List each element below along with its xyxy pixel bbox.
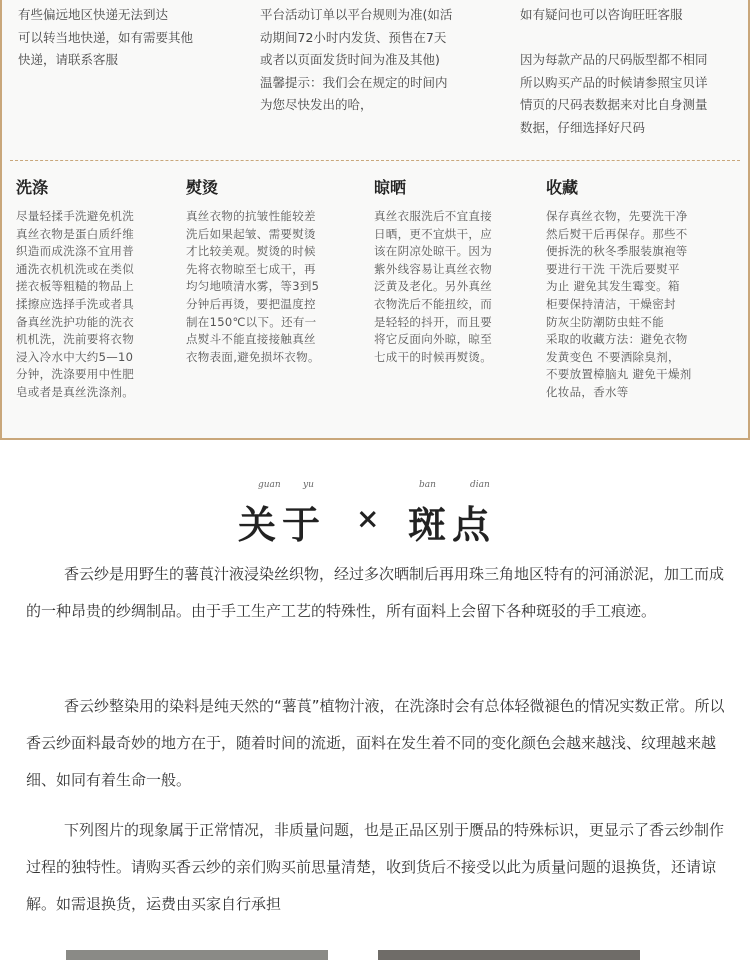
heading-spots: 斑点 (408, 502, 497, 547)
care-ironing-text: 真丝衣物的抗皱性能较差 洗后如果起皱、需要熨烫 才比较美观。熨烫的时候 先将衣物晾至七成干，再 均匀地喷清水雾，等3到5 分钟后再烫，要把温度控 制在150℃以下。还有一 点熨斗不能直接接触真丝 衣物表面,避免损坏衣物。 (186, 209, 320, 364)
care-drying (374, 176, 522, 366)
care-drying-text: 真丝衣服洗后不宜直接 日晒，更不宜烘干，应 该在阴凉处晾干。因为 紫外线容易让真丝衣物 泛黄及老化。另外真丝 衣物洗后不能扭绞，而 是轻轻的抖开，而且要 将它反面向外晾，晾至 七成干的时候再熨烫。 (374, 209, 492, 364)
pinyin-guan: guan (258, 480, 281, 490)
care-washing (16, 176, 164, 402)
shipping-note-size: 如有疑问也可以咨询旺旺客服 因为每款产品的尺码版型都不相同 所以购买产品的时候请参照宝贝详 情页的尺码表数据来对比自身测量 数据，仔细选择好尺码 (520, 7, 708, 135)
info-panel (0, 0, 750, 440)
dashed-divider (10, 160, 740, 161)
care-washing-title: 洗涤 (16, 178, 49, 197)
shipping-note-activity: 平台活动订单以平台规则为准(如活 动期间72小时内发货、预售在7天 或者以页面发货时间为准及其他) 温馨提示：我们会在规定的时间内 为您尽快发出的哈， (260, 7, 453, 112)
fabric-photo-right (378, 950, 640, 960)
care-storage-title: 收藏 (546, 178, 579, 197)
shipping-note-remote: 有些偏远地区快递无法到达 可以转当地快递，如有需要其他 快递，请联系客服 (18, 7, 194, 67)
pinyin-yu: yu (303, 480, 314, 490)
paragraph-intro: 香云纱是用野生的薯莨汁液浸染丝织物，经过多次晒制后再用珠三角地区特有的河涌淤泥，加工而成的一种昂贵的纱绸制品。由于手工生产工艺的特殊性，所有面料上会留下各种斑驳的手工痕迹。 (26, 565, 725, 620)
care-ironing (186, 176, 334, 366)
care-ironing-title: 熨烫 (186, 178, 219, 197)
paragraph-notice: 下列图片的现象属于正常情况，非质量问题，也是正品区别于赝品的特殊标识，更显示了香云纱制作过程的独特性。请购买香云纱的亲们购买前思量清楚，收到货后不接受以此为质量问题的退换货，还请谅解。如需退换货，运费由买家自行承担 (26, 821, 725, 913)
care-drying-title: 晾晒 (374, 178, 407, 197)
care-storage (546, 176, 726, 402)
heading-about: 关于 (238, 502, 327, 547)
heading-times-symbol: × (356, 502, 386, 535)
fabric-photo-left (66, 950, 328, 960)
care-storage-text: 保存真丝衣物，先要洗干净 然后熨干后再保存。那些不 便拆洗的秋冬季服装旗袍等 要进行干洗 干洗后要熨平 为止 避免其发生霉变。箱 柜要保持清洁，干燥密封 防灰尘防潮防虫蛀不能 采取的收藏方法：避免衣物 发黄变色 不要洒除臭剂， 不要放置樟脑丸 避免干燥剂 化妆品，香水等 (546, 209, 692, 399)
care-washing-text: 尽量轻揉手洗避免机洗 真丝衣物是蛋白质纤维 织造而成洗涤不宜用普 通洗衣机机洗或在类似 搓衣板等粗糙的物品上 揉擦应选择手洗或者具 备真丝洗护功能的洗衣 机机洗，洗前要将衣物 浸入冷水中大约5—10 分钟，洗涤要用中性肥 皂或者是真丝洗涤剂。 (16, 209, 134, 399)
pinyin-dian: dian (470, 480, 490, 490)
paragraph-dye: 香云纱整染用的染料是纯天然的“薯莨”植物汁液，在洗涤时会有总体轻微褪色的情况实数正常。所以香云纱面料最奇妙的地方在于，随着时间的流逝，面料在发生着不同的变化颜色会越来越浅、纹理越来越细、如同有着生命一般。 (26, 697, 725, 789)
section-heading (0, 480, 750, 550)
pinyin-ban: ban (419, 480, 436, 490)
